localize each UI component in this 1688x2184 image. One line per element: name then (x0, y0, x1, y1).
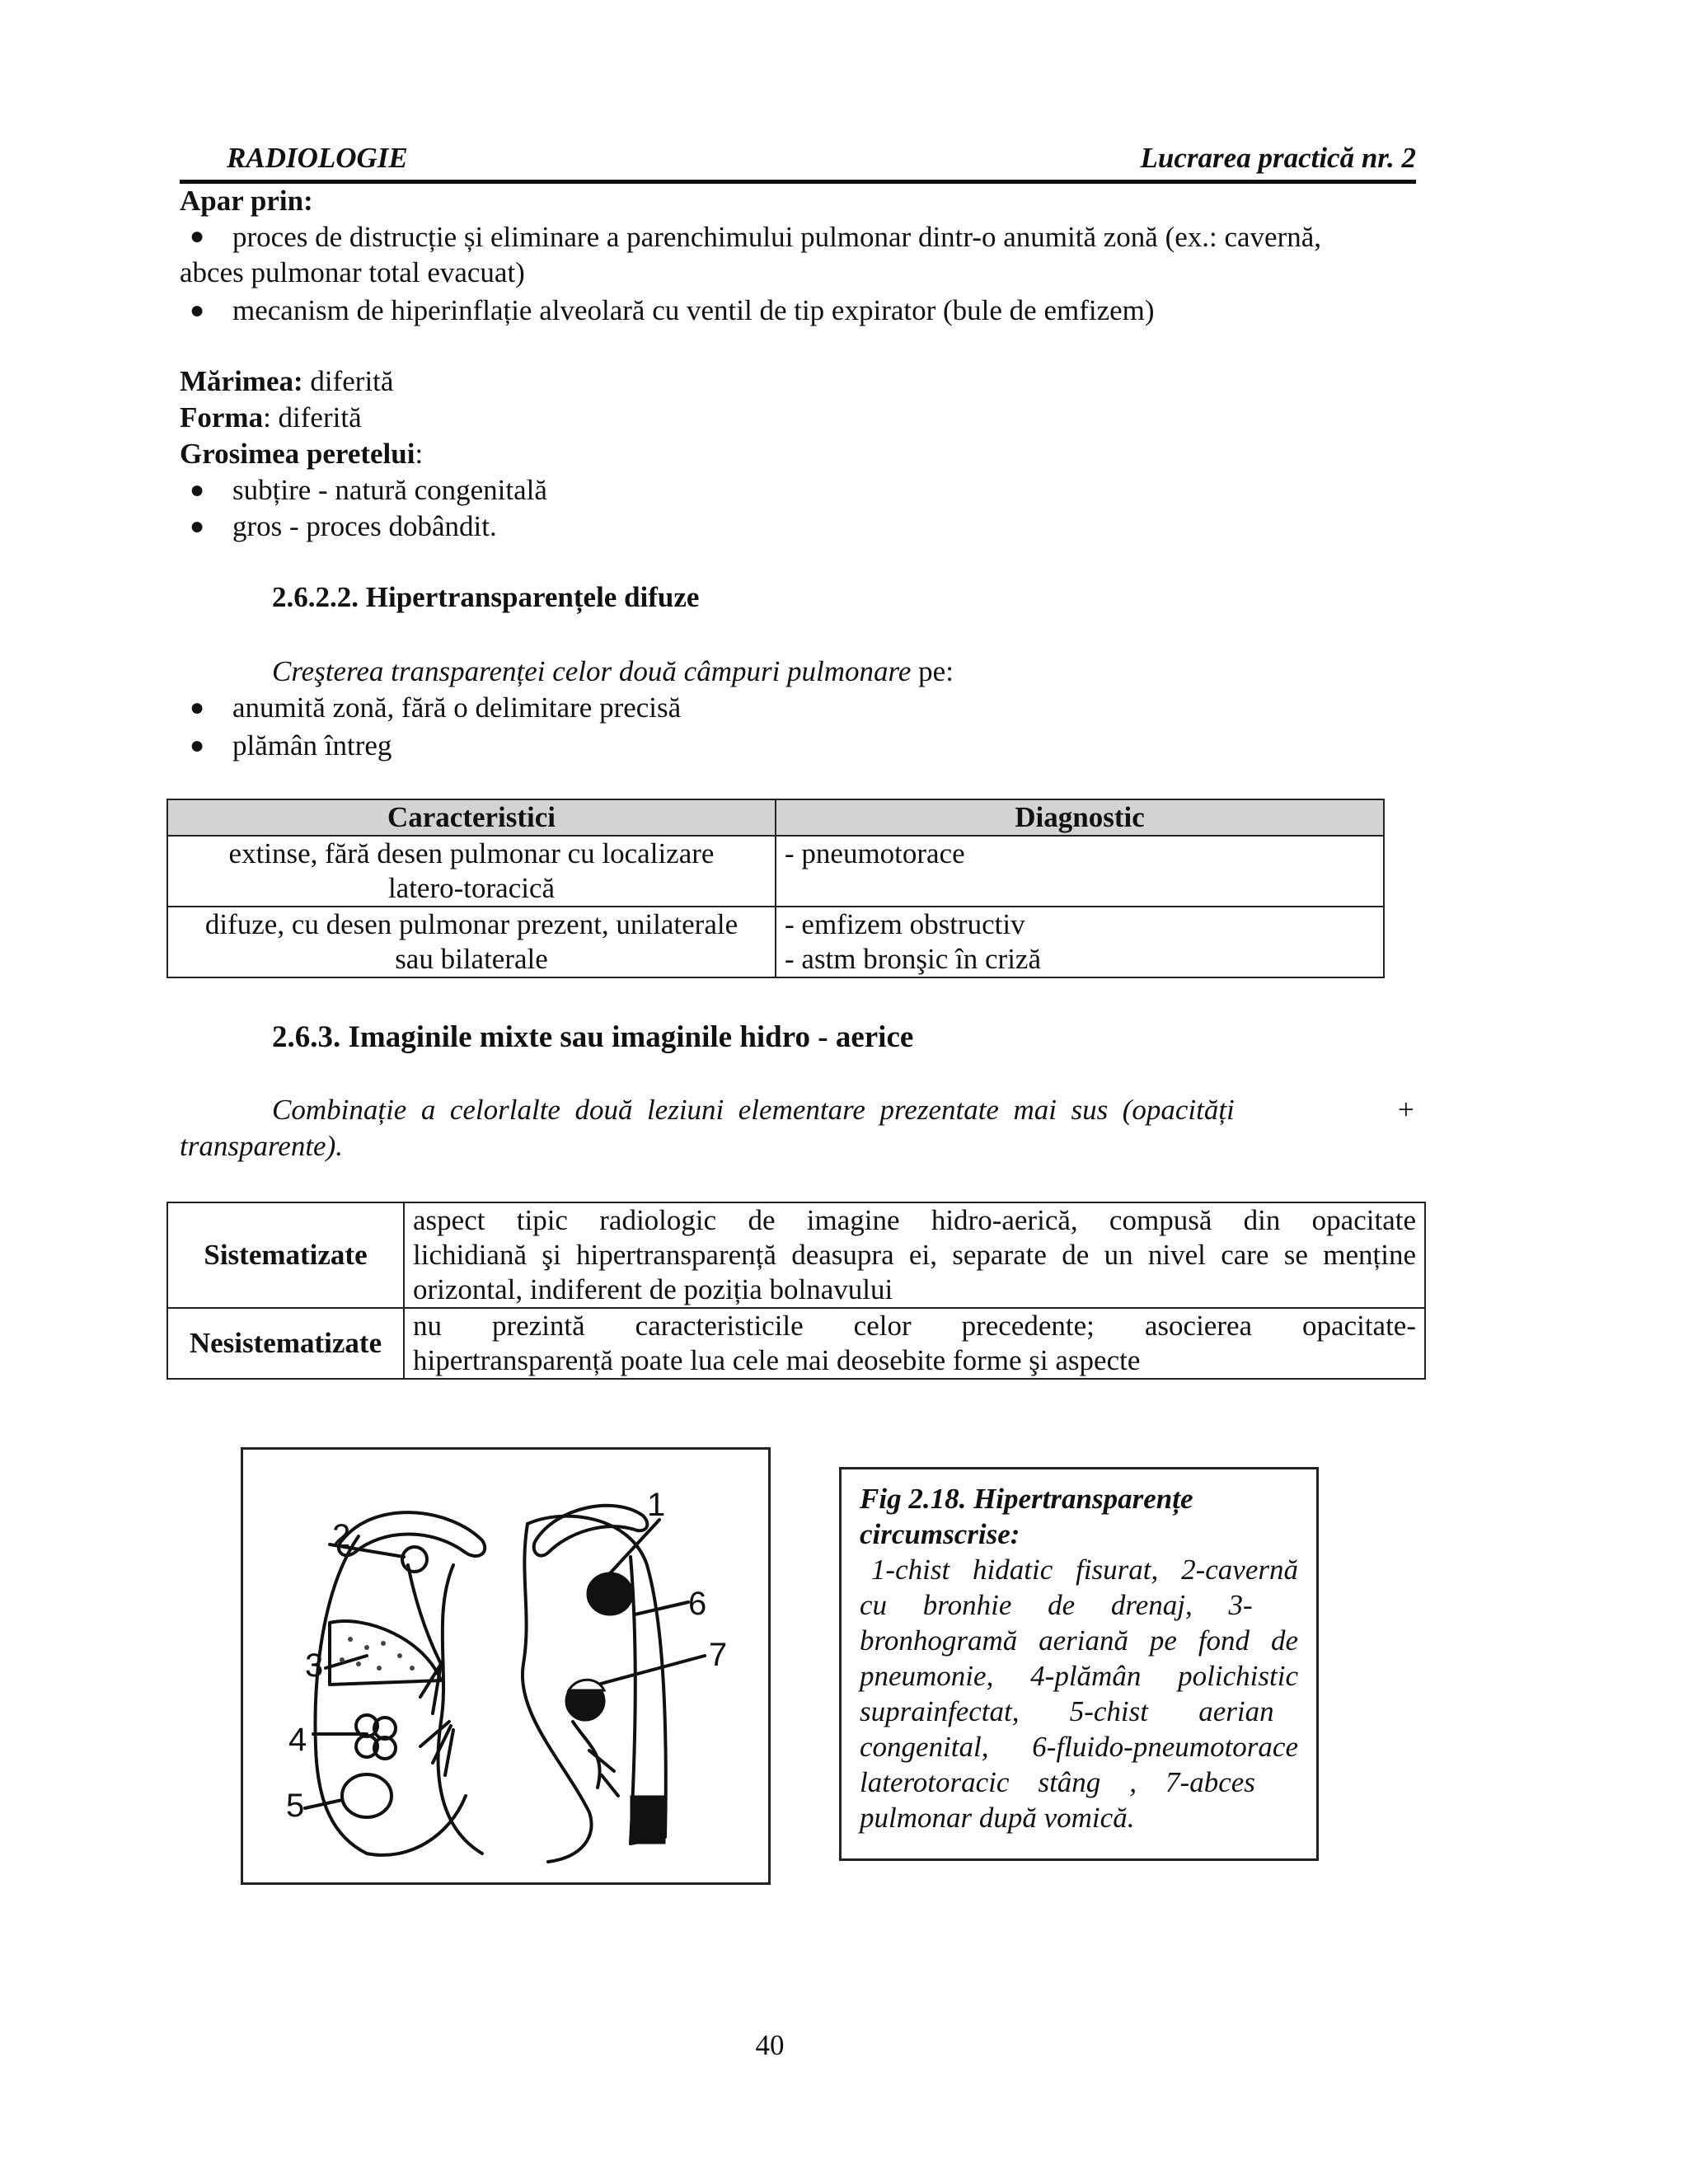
cell-line: latero-toracică (387, 872, 556, 904)
abscess-air-cap (569, 1680, 604, 1690)
table-cell (404, 1308, 1425, 1379)
section1-lead-tail: pe: (911, 655, 954, 687)
wall-item-1: subțire - natură congenitală (232, 474, 547, 506)
figure-label-6: 6 (688, 1586, 707, 1622)
cell-line: sau bilaterale (395, 943, 548, 975)
shape-line (180, 400, 362, 436)
wall-value: : (415, 438, 424, 470)
table-mixed-images (166, 1202, 1426, 1380)
size-label: Mărimea: (180, 365, 303, 397)
fluid-level-6 (631, 1796, 665, 1844)
wall-item-2: gros - proces dobândit. (232, 510, 497, 542)
caption-title-line1: Fig 2.18. Hipertransparențe (860, 1483, 1193, 1515)
shape-value: : diferită (263, 401, 362, 434)
table-cell (776, 907, 1384, 977)
header-lab-number: Lucrarea practică nr. 2 (1140, 142, 1416, 174)
bullet-marker: ● (190, 223, 205, 250)
aerial-cyst-5 (342, 1774, 392, 1817)
section2-lead-line1: Combinație a celorlalte două leziuni elementare prezentate mai sus (opacități (272, 1094, 1235, 1126)
table-row (167, 1308, 1425, 1379)
caption-line: pneumonie, 4-plămân polichistic (860, 1660, 1298, 1692)
figure-label-4: 4 (288, 1722, 307, 1758)
section1-lead (272, 654, 954, 690)
bronchial-tree (408, 1565, 453, 1775)
caption-title-line2: circumscrise: (860, 1518, 1020, 1550)
cell-line: hipertransparență poate lua cele mai deosebite forme şi aspecte (413, 1344, 1141, 1376)
table-row (167, 907, 1384, 977)
caption-line: suprainfectat, 5-chist aerian (860, 1695, 1274, 1727)
table-header-row (167, 799, 1384, 836)
column-header: Caracteristici (167, 799, 776, 836)
caption-line: 1-chist hidatic fisurat, 2-cavernă (860, 1554, 1298, 1586)
wall-line (180, 436, 423, 472)
cell-line: - emfizem obstructiv (785, 908, 1025, 940)
caption-line: bronhogramă aeriană pe fond de (860, 1624, 1298, 1657)
pneumonia-zone-3 (330, 1621, 441, 1685)
figure-label-7: 7 (709, 1637, 728, 1673)
hydatid-cyst-1 (587, 1572, 633, 1615)
section1-lead-italic: Creşterea transparenței celor două câmpuri pulmonare (272, 655, 912, 687)
header-rule (180, 180, 1416, 184)
row-label-systematized: Sistematizate (167, 1202, 404, 1308)
caption-line: congenital, 6-fluido-pneumotorace (860, 1731, 1298, 1763)
cell-line: difuze, cu desen pulmonar prezent, unilaterale (204, 908, 738, 940)
left-bronchial-tree (573, 1722, 618, 1796)
cell-line: - astm bronşic în criză (785, 943, 1042, 975)
left-clavicle (534, 1506, 648, 1556)
table-diffuse-diagnostics (166, 799, 1385, 978)
figure-label-3: 3 (305, 1647, 324, 1684)
caption-line: laterotoracic stâng , 7-abces (860, 1766, 1255, 1798)
size-value: diferită (302, 365, 394, 397)
section1-item-1: anumită zonă, fără o delimitare precisă (232, 691, 682, 724)
cell-line: nu prezintă caracteristicile celor precedente; asocierea opacitate- (413, 1310, 1416, 1342)
bullet-marker: ● (190, 694, 205, 721)
intro-bullet-1-continuation: abces pulmonar total evacuat) (180, 256, 525, 288)
cell-line: - pneumotorace (785, 837, 965, 869)
figure-frame (241, 1447, 771, 1885)
figure-label-1: 1 (647, 1487, 666, 1523)
lung-diagram (243, 1450, 768, 1882)
bullet-marker: ● (190, 732, 205, 759)
wall-label: Grosimea peretelui (180, 438, 415, 470)
table-cell (404, 1202, 1425, 1308)
bullet-marker: ● (190, 297, 205, 324)
figure-label-5: 5 (286, 1788, 305, 1824)
table-cell (167, 836, 776, 907)
cavern-2 (402, 1547, 427, 1572)
intro-bullet-2: mecanism de hiperinflație alveolară cu ventil de tip expirator (bule de emfizem) (232, 294, 1155, 326)
row-label-nonsystematized: Nesistematizate (167, 1308, 404, 1379)
section2-lead-line2: transparente). (180, 1130, 343, 1162)
column-header: Diagnostic (776, 799, 1384, 836)
section-title-diffuse: 2.6.2.2. Hipertransparențele difuze (272, 581, 700, 613)
section1-item-2: plămân întreg (232, 729, 392, 762)
intro-bullet-1: proces de distrucție și eliminare a parenchimului pulmonar dintr-o anumită zonă (ex.: cavernă, (232, 221, 1322, 253)
bullet-marker: ● (190, 476, 205, 504)
figure-label-2: 2 (332, 1518, 351, 1554)
table-cell (776, 836, 1384, 907)
page-number: 40 (755, 2029, 785, 2061)
bullet-marker: ● (190, 513, 205, 540)
caption-line: pulmonar după vomică. (860, 1802, 1135, 1834)
table-cell (167, 907, 776, 977)
section2-lead-plus: + (1398, 1094, 1414, 1126)
cell-line: extinse, fără desen pulmonar cu localizare (228, 837, 715, 869)
cell-line: lichidiană şi hipertransparență deasupra ei, separate de un nivel care se menține (413, 1239, 1416, 1271)
size-line (180, 363, 393, 400)
header-course-title: RADIOLOGIE (227, 142, 408, 174)
table-row (167, 836, 1384, 907)
caption-line: cu bronhie de drenaj, 3- (860, 1589, 1253, 1621)
cell-line: orizontal, indiferent de poziția bolnavului (413, 1273, 893, 1305)
left-lung-outline (528, 1516, 666, 1844)
figure-caption-box (839, 1467, 1319, 1861)
intro-heading: Apar prin: (180, 185, 313, 217)
section-title-mixed: 2.6.3. Imaginile mixte sau imaginile hidro - aerice (272, 1020, 914, 1054)
shape-label: Forma (180, 401, 264, 434)
table-row (167, 1202, 1425, 1308)
cell-line: aspect tipic radiologic de imagine hidro-aerică, compusă din opacitate (413, 1204, 1416, 1236)
